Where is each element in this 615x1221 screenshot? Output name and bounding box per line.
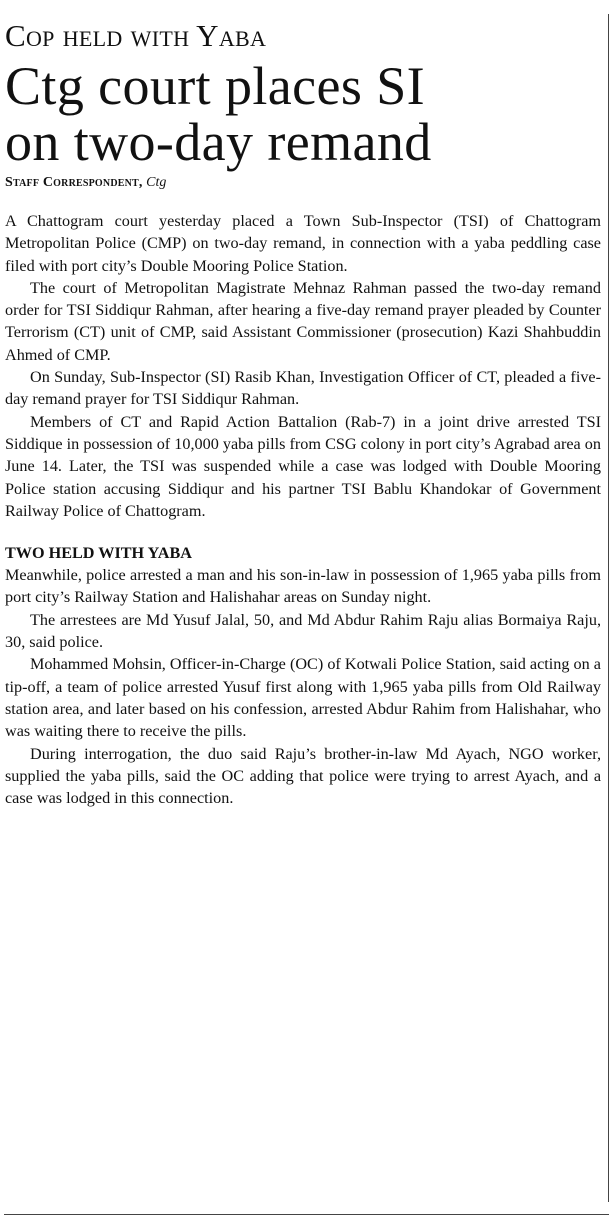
body-paragraph: During interrogation, the duo said Raju’s brother-in-law Md Ayach, NGO worker, supplied the yaba pills, said the OC adding that police were trying to arrest Ayach, and a case was lodged in this connection.: [5, 744, 601, 808]
headline-line-2: on two-day remand: [5, 112, 432, 172]
body-paragraph: Mohammed Mohsin, Officer-in-Charge (OC) of Kotwali Police Station, said acting on a tip-off, a team of police arrested Yusuf first along with 1,965 yaba pills from Old Railway station area, and later based on his confession, arrested Abdur Rahim from Halishahar, who was waiting there to receive the pills.: [5, 655, 601, 741]
column-rule-bottom: [4, 1214, 609, 1215]
column-rule-right: [608, 14, 609, 1202]
byline-author: Staff Correspondent,: [5, 175, 143, 190]
body-paragraph: Meanwhile, police arrested a man and his son-in-law in possession of 1,965 yaba pills from port city’s Railway Station and Halishahar areas on Sunday night.: [5, 566, 601, 607]
body-paragraph: A Chattogram court yesterday placed a Town Sub-Inspector (TSI) of Chattogram Metropolitan Police (CMP) on two-day remand, in connection with a yaba peddling case filed with port city’s Double Mooring Police Station.: [5, 212, 601, 275]
body-paragraph: On Sunday, Sub-Inspector (SI) Rasib Khan, Investigation Officer of CT, pleaded a five-day remand prayer for TSI Siddiqur Rahman.: [5, 368, 601, 409]
article-headline: [5, 58, 601, 170]
body-paragraph: Members of CT and Rapid Action Battalion (Rab-7) in a joint drive arrested TSI Siddique in possession of 10,000 yaba pills from CSG colony in port city’s Agrabad area on June 14. Later, the TSI was suspended while a case was lodged with Double Mooring Police station accusing Siddiqur and his partner TSI Bablu Khandokar of Government Railway Police of Chattogram.: [5, 412, 601, 520]
headline-line-1: Ctg court places SI: [5, 56, 426, 116]
article-kicker: Cop held with Yaba: [5, 18, 267, 53]
body-paragraph: The arrestees are Md Yusuf Jalal, 50, and Md Abdur Rahim Raju alias Bormaiya Raju, 30, said police.: [5, 610, 601, 652]
article-body: [5, 210, 601, 809]
byline-location: Ctg: [146, 175, 167, 190]
article-byline: [5, 174, 601, 192]
body-paragraph: The court of Metropolitan Magistrate Mehnaz Rahman passed the two-day remand order for TSI Siddiqur Rahman, after hearing a five-day remand prayer pleaded by Counter Terrorism (CT) unit of CMP, said Assistant Commissioner (prosecution) Kazi Shahbuddin Ahmed of CMP.: [5, 278, 601, 364]
news-article: [5, 18, 601, 809]
section-subhead: TWO HELD WITH YABA: [5, 544, 192, 563]
